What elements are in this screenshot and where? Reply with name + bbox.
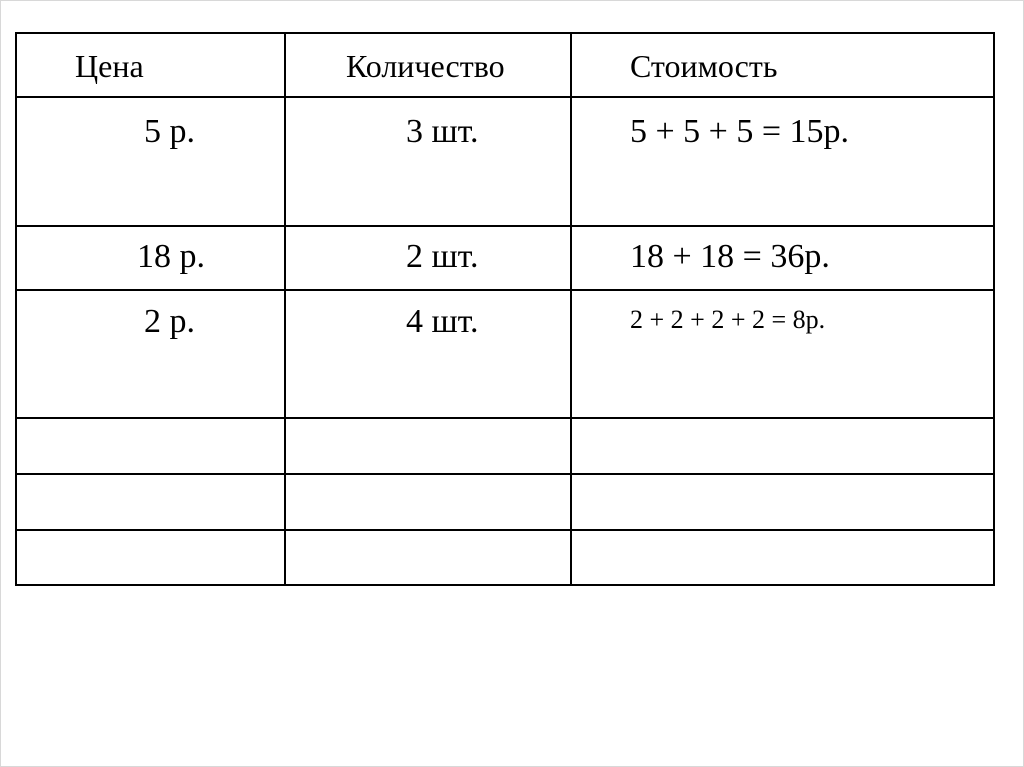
quantity-value: 2 шт.	[406, 238, 479, 275]
header-quantity: Количество	[346, 48, 505, 84]
price-cell	[16, 530, 285, 585]
header-quantity-cell	[285, 33, 571, 97]
quantity-value: 4 шт.	[406, 303, 479, 340]
price-value: 5 р.	[144, 113, 195, 150]
cost-value: 2 + 2 + 2 + 2 = 8р.	[630, 305, 826, 334]
cost-cell	[571, 530, 994, 585]
quantity-cell	[285, 97, 571, 226]
price-cell	[16, 418, 285, 474]
header-cost-cell	[571, 33, 994, 97]
price-cell	[16, 97, 285, 226]
quantity-cell	[285, 530, 571, 585]
quantity-cell	[285, 290, 571, 418]
price-value: 2 р.	[144, 303, 195, 340]
quantity-cell	[285, 226, 571, 290]
table-row	[16, 97, 994, 226]
table-header-row	[16, 33, 994, 97]
cost-value: 5 + 5 + 5 = 15р.	[630, 113, 850, 150]
table-row-empty	[16, 474, 994, 530]
price-table	[15, 32, 995, 586]
price-cell	[16, 290, 285, 418]
price-value: 18 р.	[137, 238, 205, 275]
quantity-cell	[285, 418, 571, 474]
header-price: Цена	[75, 48, 144, 84]
price-cell	[16, 226, 285, 290]
cost-cell	[571, 97, 994, 226]
table-row-empty	[16, 418, 994, 474]
price-cell	[16, 474, 285, 530]
cost-cell	[571, 290, 994, 418]
table-row	[16, 290, 994, 418]
quantity-cell	[285, 474, 571, 530]
cost-cell	[571, 418, 994, 474]
cost-cell	[571, 474, 994, 530]
cost-value: 18 + 18 = 36р.	[630, 238, 830, 275]
quantity-value: 3 шт.	[406, 113, 479, 150]
header-cost: Стоимость	[630, 48, 778, 84]
header-price-cell	[16, 33, 285, 97]
cost-cell	[571, 226, 994, 290]
table-row	[16, 226, 994, 290]
table-row-empty	[16, 530, 994, 585]
